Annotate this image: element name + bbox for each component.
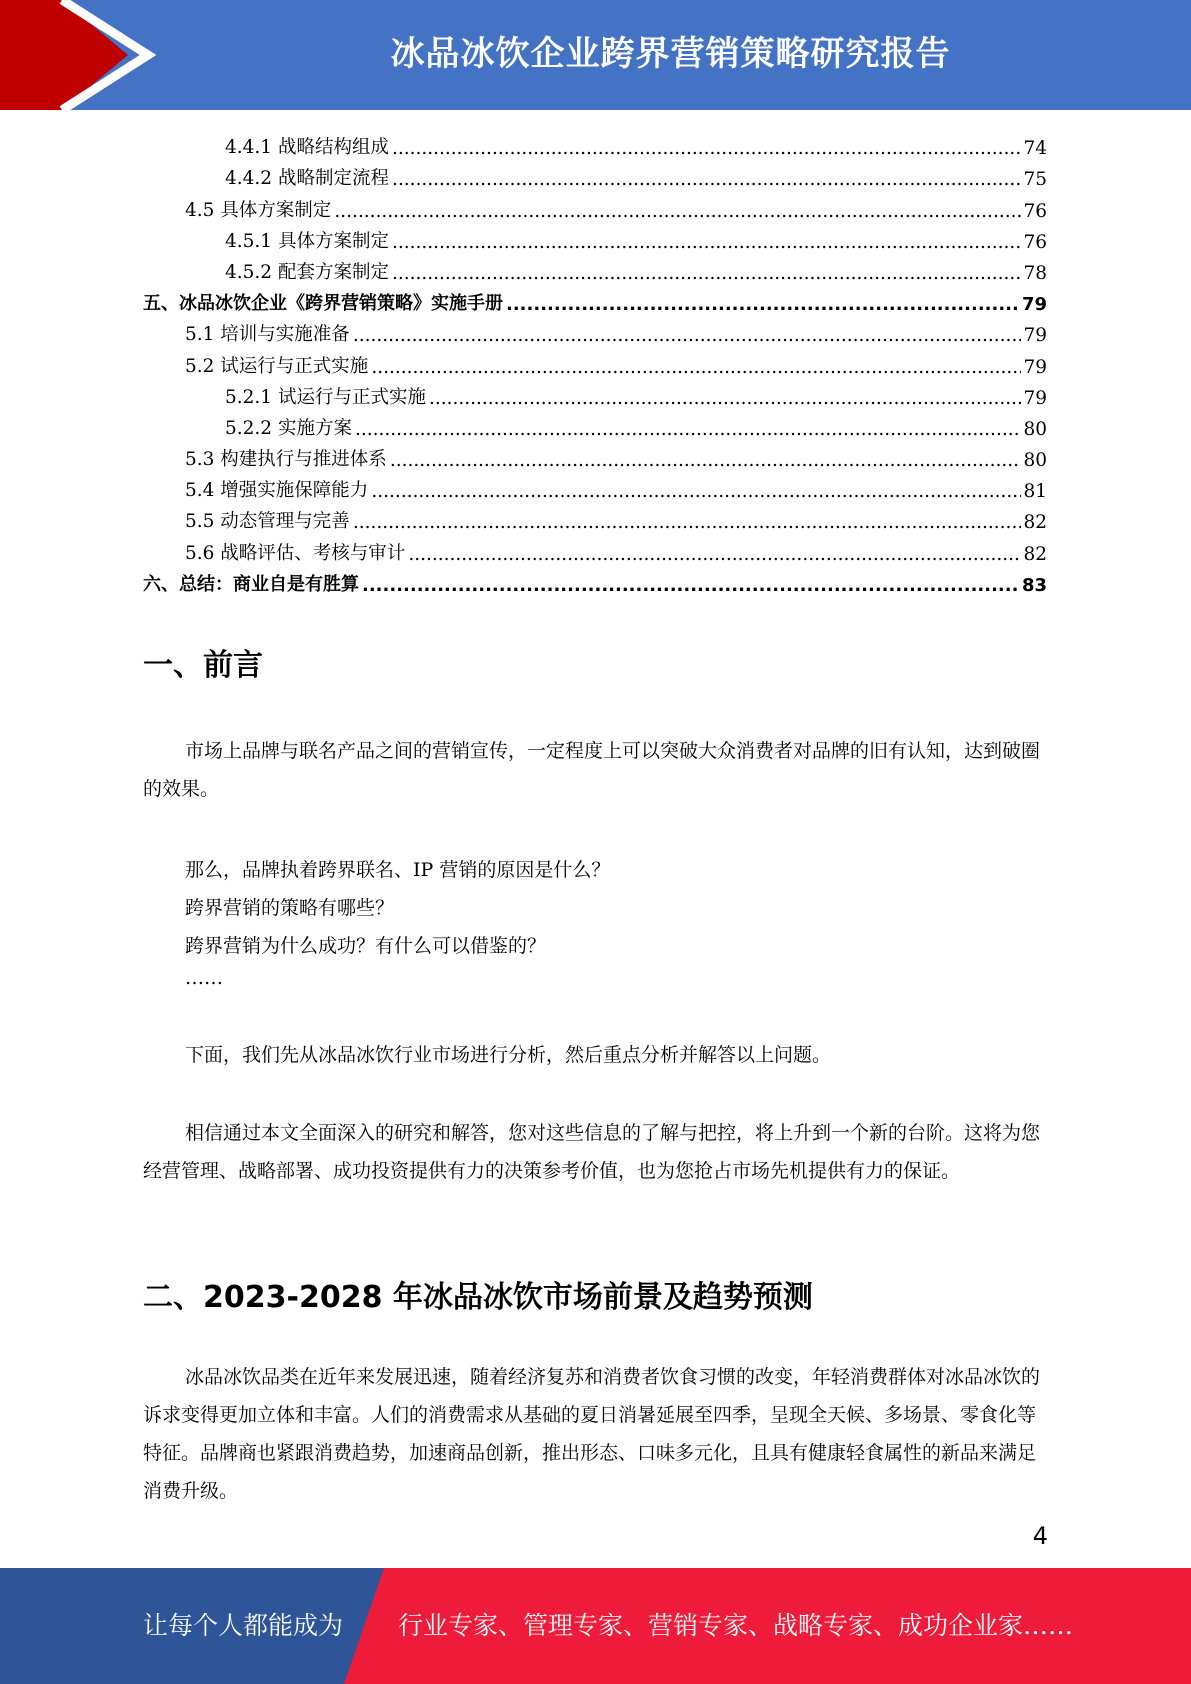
toc-entry-page: 76 <box>1023 231 1047 253</box>
toc-entry-label: 4.4.2 战略制定流程 <box>225 168 389 190</box>
toc-leader-dots <box>429 388 1021 409</box>
question-line: …… <box>185 967 223 989</box>
toc-entry[interactable] <box>143 253 1047 284</box>
forecast-paragraph-1: 冰品冰饮品类在近年来发展迅速，随着经济复苏和消费者饮食习惯的改变，年轻消费群体对冰品冰饮的诉求变得更加立体和丰富。人们的消费需求从基础的夏日消暑延展至四季，呈现全天候、多场景、零食化等特征。品牌商也紧跟消费趋势，加速商品创新，推出形态、口味多元化，且具有健康轻食属性的新品来满足消费升级。 <box>143 1366 1041 1502</box>
toc-entry-label: 5.2.2 实施方案 <box>225 417 352 439</box>
page-header <box>0 0 1191 110</box>
footer-slogan-left: 让每个人都能成为 <box>143 1611 344 1640</box>
toc-leader-dots <box>390 450 1022 471</box>
page-number: 4 <box>1032 1522 1048 1550</box>
toc-leader-dots <box>392 169 1021 190</box>
toc-entry-page: 76 <box>1023 200 1047 222</box>
toc-entry-label: 5.2.1 试运行与正式实施 <box>225 386 426 408</box>
toc-entry[interactable] <box>143 315 1047 346</box>
toc-entry-page: 79 <box>1023 387 1047 409</box>
preface-paragraph-3: 相信通过本文全面深入的研究和解答，您对这些信息的了解与把控，将上升到一个新的台阶。这将为您经营管理、战略部署、成功投资提供有力的决策参考价值，也为您抢占市场先机提供有力的保证。 <box>143 1122 1041 1182</box>
section-heading-forecast: 二、2023-2028 年冰品冰饮市场前景及趋势预测 <box>143 1280 813 1315</box>
toc-leader-dots <box>334 201 1021 222</box>
table-of-contents <box>143 128 1047 596</box>
preface-paragraph-1: 市场上品牌与联名产品之间的营销宣传，一定程度上可以突破大众消费者对品牌的旧有认知，达到破圈的效果。 <box>143 740 1041 800</box>
toc-leader-dots <box>392 138 1021 159</box>
toc-entry-label: 5.4 增强实施保障能力 <box>185 480 369 502</box>
toc-entry[interactable] <box>143 440 1047 471</box>
toc-entry-page: 75 <box>1023 169 1047 191</box>
toc-entry-page: 81 <box>1023 481 1047 503</box>
toc-entry[interactable] <box>143 190 1047 221</box>
toc-entry-page: 78 <box>1023 262 1047 284</box>
toc-entry[interactable] <box>143 378 1047 409</box>
toc-entry-label: 5.1 培训与实施准备 <box>185 324 350 346</box>
toc-entry-page: 82 <box>1023 512 1047 534</box>
toc-entry[interactable] <box>143 284 1047 315</box>
toc-leader-dots <box>353 512 1022 533</box>
question-line: 跨界营销的策略有哪些？ <box>185 897 395 919</box>
question-line: 那么，品牌执着跨界联名、IP 营销的原因是什么？ <box>185 859 611 881</box>
toc-entry-label: 五、冰品冰饮企业《跨界营销策略》实施手册 <box>143 293 503 315</box>
preface-paragraph-2: 下面，我们先从冰品冰饮行业市场进行分析，然后重点分析并解答以上问题。 <box>185 1044 832 1066</box>
toc-entry[interactable] <box>143 533 1047 564</box>
toc-entry-label: 5.3 构建执行与推进体系 <box>185 449 387 471</box>
toc-entry-page: 79 <box>1023 325 1047 347</box>
toc-entry[interactable] <box>143 346 1047 377</box>
toc-entry-label: 4.5 具体方案制定 <box>185 199 332 221</box>
toc-entry-page: 80 <box>1023 450 1047 472</box>
toc-entry-label: 5.6 战略评估、考核与审计 <box>185 542 406 564</box>
toc-leader-dots <box>371 481 1021 502</box>
toc-leader-dots <box>355 419 1022 440</box>
toc-entry-label: 4.5.2 配套方案制定 <box>225 261 389 283</box>
toc-leader-dots <box>392 263 1021 284</box>
toc-entry[interactable] <box>143 565 1047 596</box>
toc-leader-dots <box>371 357 1021 378</box>
toc-entry-label: 5.2 试运行与正式实施 <box>185 355 369 377</box>
toc-entry-page: 79 <box>1021 294 1047 316</box>
toc-entry[interactable] <box>143 159 1047 190</box>
toc-entry[interactable] <box>143 409 1047 440</box>
toc-entry[interactable] <box>143 128 1047 159</box>
toc-entry[interactable] <box>143 502 1047 533</box>
toc-leader-dots <box>408 544 1021 565</box>
toc-entry-page: 79 <box>1023 356 1047 378</box>
toc-entry-label: 4.4.1 战略结构组成 <box>225 137 389 159</box>
toc-leader-dots <box>392 232 1021 253</box>
toc-entry[interactable] <box>143 222 1047 253</box>
toc-leader-dots <box>353 325 1022 346</box>
toc-leader-dots <box>362 575 1020 596</box>
toc-entry-page: 74 <box>1023 138 1047 160</box>
toc-entry[interactable] <box>143 471 1047 502</box>
section-heading-preface: 一、前言 <box>143 648 263 683</box>
toc-entry-page: 83 <box>1021 574 1047 596</box>
footer-slogan-right: 行业专家、管理专家、营销专家、战略专家、成功企业家…… <box>398 1611 1074 1640</box>
toc-entry-label: 5.5 动态管理与完善 <box>185 511 350 533</box>
toc-entry-page: 80 <box>1023 418 1047 440</box>
question-line: 跨界营销为什么成功？有什么可以借鉴的？ <box>185 935 547 957</box>
page-footer <box>0 1568 1191 1684</box>
toc-entry-label: 4.5.1 具体方案制定 <box>225 230 389 252</box>
toc-entry-label: 六、总结：商业自是有胜算 <box>143 573 359 595</box>
report-title: 冰品冰饮企业跨界营销策略研究报告 <box>390 34 951 74</box>
toc-entry-page: 82 <box>1023 543 1047 565</box>
header-arrow-decoration <box>0 0 160 110</box>
toc-leader-dots <box>506 294 1020 315</box>
